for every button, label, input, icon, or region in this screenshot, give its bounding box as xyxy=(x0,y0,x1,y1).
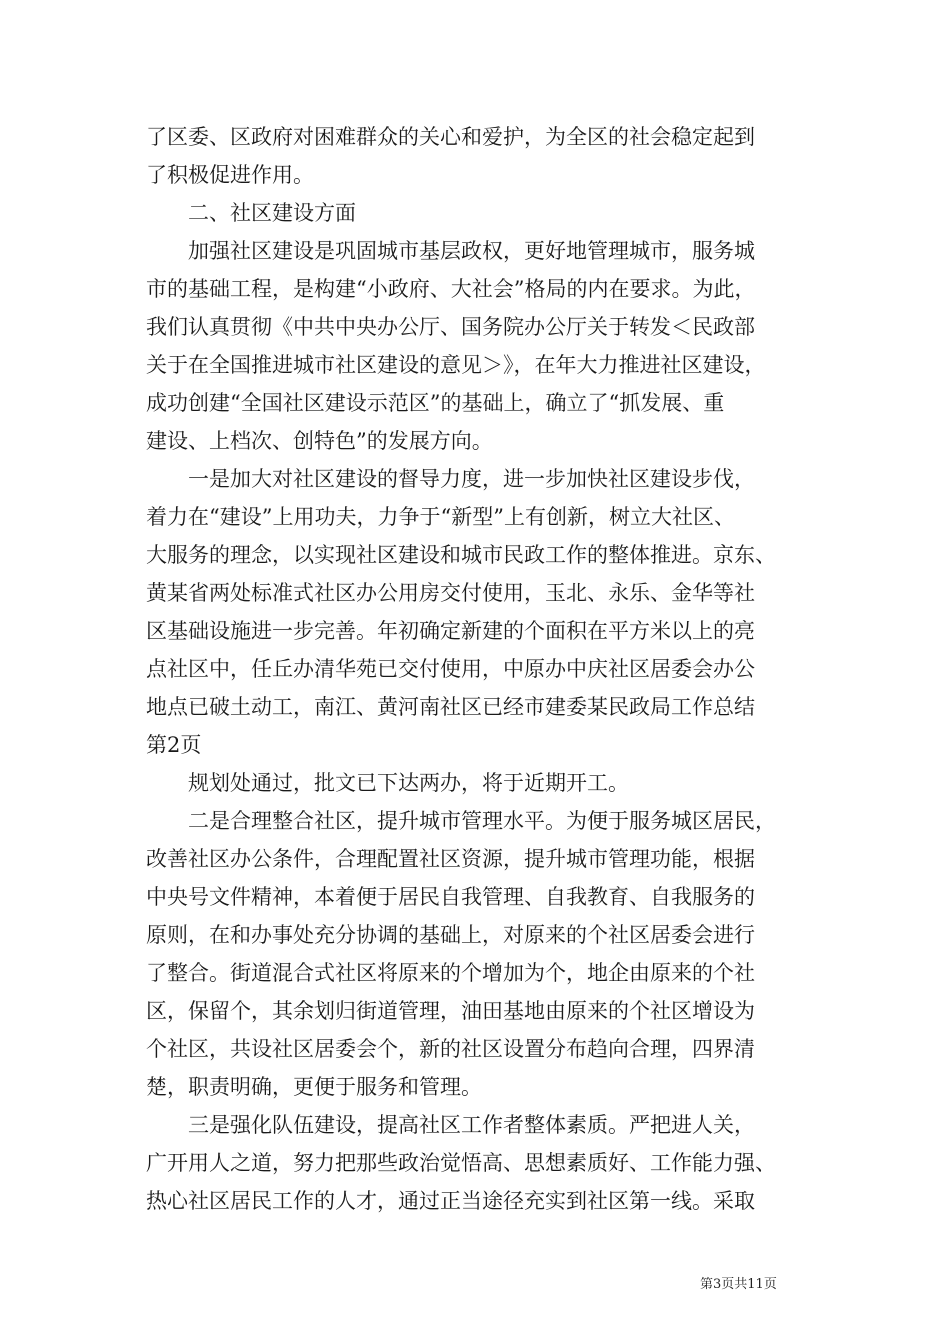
text-line: 一是加大对社区建设的督导力度，进一步加快社区建设步伐， xyxy=(188,467,755,491)
text-line: 热心社区居民工作的人才，通过正当途径充实到社区第一线。采取 xyxy=(146,1189,755,1213)
text-line: 区，保留个，其余划归街道管理，油田基地由原来的个社区增设为 xyxy=(146,999,755,1023)
text-line: 我们认真贯彻《中共中央办公厅、国务院办公厅关于转发＜民政部 xyxy=(146,315,755,339)
text-line: 黄某省两处标准式社区办公用房交付使用，玉北、永乐、金华等社 xyxy=(146,581,755,605)
text-line: 成功创建“全国社区建设示范区”的基础上，确立了“抓发展、重 xyxy=(146,391,725,415)
text-line: 个社区，共设社区居委会个，新的社区设置分布趋向合理，四界清 xyxy=(146,1037,755,1061)
text-line: 原则，在和办事处充分协调的基础上，对原来的个社区居委会进行 xyxy=(146,923,755,947)
text-line: 规划处通过，批文已下达两办，将于近期开工。 xyxy=(188,771,629,795)
text-line: 了区委、区政府对困难群众的关心和爱护，为全区的社会稳定起到 xyxy=(146,125,755,149)
text-line: 楚，职责明确，更便于服务和管理。 xyxy=(146,1075,482,1099)
page-footer: 第3页共11页 xyxy=(700,1277,777,1292)
text-line: 中央号文件精神，本着便于居民自我管理、自我教育、自我服务的 xyxy=(146,885,755,909)
text-line: 地点已破土动工，南江、黄河南社区已经市建委某民政局工作总结 xyxy=(146,695,755,719)
text-line: 加强社区建设是巩固城市基层政权，更好地管理城市，服务城 xyxy=(188,239,755,263)
text-line: 着力在“建设”上用功夫，力争于“新型”上有创新，树立大社区、 xyxy=(146,505,735,529)
text-line: 第2页 xyxy=(146,733,202,757)
text-line: 区基础设施进一步完善。年初确定新建的个面积在平方米以上的亮 xyxy=(146,619,755,643)
text-line: 二是合理整合社区，提升城市管理水平。为便于服务城区居民， xyxy=(188,809,776,833)
text-line: 三是强化队伍建设，提高社区工作者整体素质。严把进人关， xyxy=(188,1113,755,1137)
text-line: 大服务的理念，以实现社区建设和城市民政工作的整体推进。京东、 xyxy=(146,543,776,567)
text-line: 了积极促进作用。 xyxy=(146,163,314,187)
text-line: 关于在全国推进城市社区建设的意见＞》，在年大力推进社区建设， xyxy=(146,353,766,377)
text-line: 改善社区办公条件，合理配置社区资源，提升城市管理功能，根据 xyxy=(146,847,755,871)
text-line: 二、社区建设方面 xyxy=(188,201,356,225)
text-line: 市的基础工程，是构建“小政府、大社会”格局的内在要求。为此， xyxy=(146,277,756,301)
text-line: 点社区中，任丘办清华苑已交付使用，中原办中庆社区居委会办公 xyxy=(146,657,755,681)
text-line: 建设、上档次、创特色”的发展方向。 xyxy=(146,429,493,453)
text-line: 了整合。街道混合式社区将原来的个增加为个，地企由原来的个社 xyxy=(146,961,755,985)
text-line: 广开用人之道，努力把那些政治觉悟高、思想素质好、工作能力强、 xyxy=(146,1151,776,1175)
document-body xyxy=(146,118,806,1220)
